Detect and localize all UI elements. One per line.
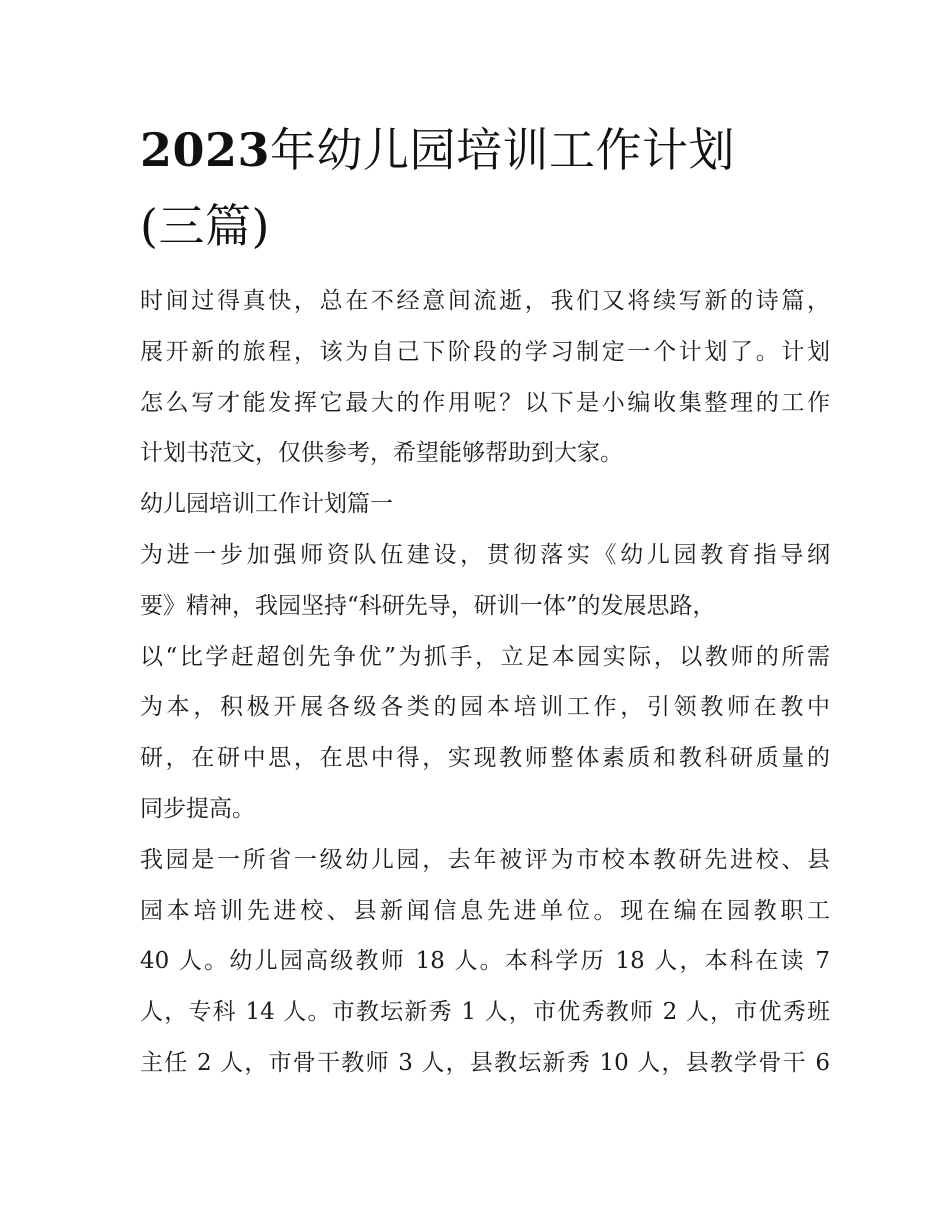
text-line: 40 人。幼儿园高级教师 18 人。本科学历 18 人，本科在读 7: [140, 948, 830, 975]
text-line: 人，专科 14 人。市教坛新秀 1 人，市优秀教师 2 人，市优秀班: [140, 999, 830, 1026]
text-line: 计划书范文，仅供参考，希望能够帮助到大家。: [140, 440, 623, 467]
title-line-2: (三篇): [140, 199, 270, 253]
text-line: 同步提高。: [140, 795, 255, 822]
title-year: 2023: [140, 123, 271, 177]
text-line: 时间过得真快，总在不经意间流逝，我们又将续写新的诗篇，: [140, 288, 830, 314]
text-line: 研，在研中思，在思中得，实现教师整体素质和教科研质量的: [140, 745, 830, 772]
text-line: 园本培训先进校、县新闻信息先进单位。现在编在园教职工: [140, 897, 830, 924]
text-line: 展开新的旅程，该为自己下阶段的学习制定一个计划了。计划: [140, 338, 830, 365]
text-line: 怎么写才能发挥它最大的作用呢？以下是小编收集整理的工作: [140, 389, 830, 416]
text-line: 我园是一所省一级幼儿园，去年被评为市校本教研先进校、县: [140, 846, 830, 873]
text-line: 为本，积极开展各级各类的园本培训工作，引领教师在教中: [140, 694, 830, 721]
title-main: 年幼儿园培训工作计划: [270, 123, 736, 177]
title-line-1: [140, 123, 735, 177]
paragraph-training-goals: [140, 530, 830, 835]
text-line: 以“比学赶超创先争优”为抓手，立足本园实际，以教师的所需: [140, 643, 830, 670]
paragraph-kindergarten-profile: [140, 835, 830, 1089]
text-line: 主任 2 人，市骨干教师 3 人，县教坛新秀 10 人，县教学骨干 6: [140, 1049, 830, 1076]
document-body: [140, 276, 830, 1089]
intro-paragraph: [140, 276, 830, 479]
section-heading: 幼儿园培训工作计划篇一: [140, 491, 393, 518]
document-title: [140, 112, 830, 264]
text-line: 要》精神，我园坚持“科研先导，研训一体”的发展思路，: [140, 592, 716, 619]
text-line: 为进一步加强师资队伍建设，贯彻落实《幼儿园教育指导纲: [140, 541, 830, 568]
